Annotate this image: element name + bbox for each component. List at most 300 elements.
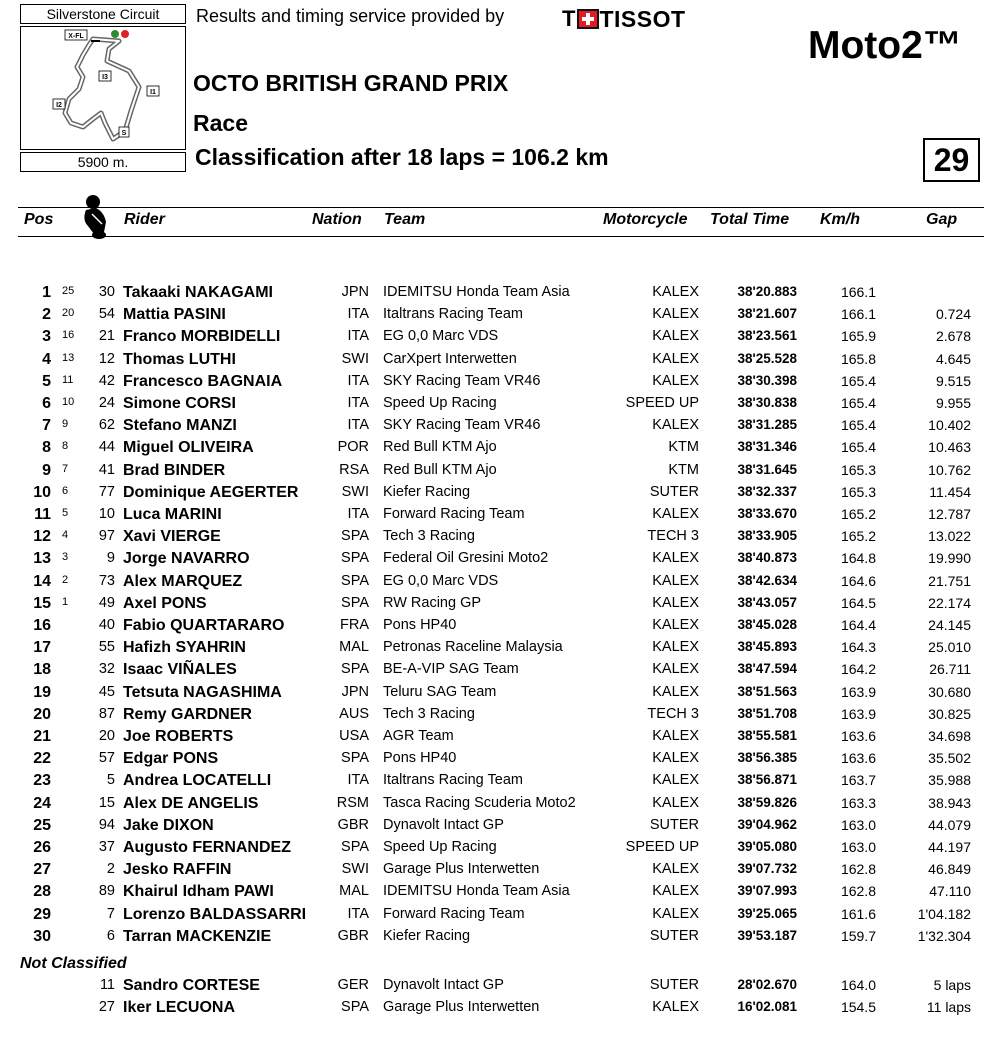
cell-gap: 5 laps [933, 977, 971, 993]
cell-team: SKY Racing Team VR46 [383, 373, 541, 389]
cell-rider-number: 77 [98, 484, 115, 500]
cell-nation: SPA [341, 528, 369, 544]
cell-team: Pons HP40 [383, 617, 457, 633]
cell-nation: MAL [339, 639, 369, 655]
cell-team: Kiefer Racing [383, 484, 471, 500]
cell-team: BE-A-VIP SAG Team [383, 661, 519, 677]
cell-team: Pons HP40 [383, 750, 457, 766]
header-rule-bottom [18, 236, 984, 237]
cell-speed: 165.9 [840, 328, 876, 344]
col-kmh: Km/h [820, 211, 860, 228]
cell-rider-name: Sandro CORTESE [123, 977, 260, 994]
track-label-i3: I3 [102, 74, 108, 81]
cell-nation: SPA [341, 999, 369, 1015]
cell-gap: 35.988 [928, 772, 971, 788]
cell-rider-number: 62 [98, 417, 115, 433]
cell-position: 2 [42, 306, 51, 323]
cell-gap: 1'32.304 [917, 928, 971, 944]
cell-rider-name: Hafizh SYAHRIN [123, 639, 246, 656]
cell-team: Garage Plus Interwetten [383, 861, 540, 877]
cell-nation: FRA [340, 617, 369, 633]
cell-nation: ITA [347, 506, 369, 522]
cell-position: 26 [33, 839, 51, 856]
table-row [0, 462, 1000, 484]
cell-rider-number: 89 [98, 883, 115, 899]
cell-position: 23 [33, 772, 51, 789]
cell-gap: 26.711 [929, 661, 971, 677]
cell-motorcycle: KALEX [652, 999, 699, 1015]
cell-position: 10 [33, 484, 51, 501]
cell-motorcycle: KALEX [652, 795, 699, 811]
table-row [0, 977, 1000, 999]
cell-rider-number: 32 [98, 661, 115, 677]
cell-speed: 166.1 [840, 306, 876, 322]
cell-speed: 164.4 [840, 617, 876, 633]
cell-gap: 30.680 [928, 684, 971, 700]
cell-position: 28 [33, 883, 51, 900]
cell-team: Dynavolt Intact GP [383, 977, 504, 993]
cell-nation: JPN [341, 284, 369, 300]
cell-rider-number: 12 [98, 351, 115, 367]
cell-gap: 2.678 [935, 328, 971, 344]
cell-rider-number: 7 [106, 906, 115, 922]
cell-rider-number: 41 [98, 462, 115, 478]
cell-motorcycle: SPEED UP [625, 395, 699, 411]
cell-team: EG 0,0 Marc VDS [383, 573, 499, 589]
cell-gap: 11.454 [929, 484, 971, 500]
cell-speed: 162.8 [840, 861, 876, 877]
cell-points: 11 [62, 374, 74, 386]
cell-motorcycle: KALEX [652, 750, 699, 766]
cell-gap: 1'04.182 [917, 906, 971, 922]
table-row [0, 439, 1000, 461]
cell-rider-name: Khairul Idham PAWI [123, 883, 274, 900]
cell-total-time: 39'53.187 [737, 928, 797, 943]
cell-team: Forward Racing Team [383, 506, 525, 522]
cell-rider-number: 10 [98, 506, 115, 522]
cell-rider-name: Tetsuta NAGASHIMA [123, 684, 282, 701]
not-classified-label: Not Classified [20, 955, 127, 972]
cell-gap: 47.110 [929, 883, 971, 899]
cell-rider-name: Fabio QUARTARARO [123, 617, 285, 634]
cell-total-time: 38'40.873 [737, 550, 797, 565]
cell-rider-name: Miguel OLIVEIRA [123, 439, 254, 456]
cell-speed: 165.3 [840, 484, 876, 500]
cell-rider-name: Isaac VIÑALES [123, 661, 237, 678]
cell-rider-number: 9 [106, 550, 115, 566]
cell-total-time: 38'23.561 [737, 328, 797, 343]
cell-team: Italtrans Racing Team [383, 772, 523, 788]
cell-rider-name: Tarran MACKENZIE [123, 928, 272, 945]
cell-rider-name: Remy GARDNER [123, 706, 252, 723]
cell-position: 6 [42, 395, 51, 412]
cell-gap: 9.955 [935, 395, 971, 411]
cell-team: AGR Team [383, 728, 454, 744]
track-label-finish: X-FL [68, 33, 84, 40]
cell-nation: SWI [341, 861, 369, 877]
cell-points: 25 [62, 285, 75, 297]
swiss-cross-icon [577, 9, 599, 29]
cell-rider-number: 5 [106, 772, 115, 788]
table-row [0, 750, 1000, 772]
cell-motorcycle: KALEX [652, 684, 699, 700]
track-label-s: S [121, 130, 127, 137]
cell-nation: RSM [336, 795, 369, 811]
cell-motorcycle: KALEX [652, 351, 699, 367]
cell-nation: ITA [347, 772, 369, 788]
cell-rider-number: 21 [98, 328, 115, 344]
cell-motorcycle: KALEX [652, 906, 699, 922]
cell-speed: 154.5 [840, 999, 876, 1015]
event-name: OCTO BRITISH GRAND PRIX [193, 70, 509, 96]
cell-rider-number: 73 [98, 573, 115, 589]
cell-motorcycle: KALEX [652, 861, 699, 877]
cell-position: 4 [42, 351, 51, 368]
category-title: Moto2™ [808, 24, 962, 67]
cell-team: Tasca Racing Scuderia Moto2 [383, 795, 576, 811]
tissot-logo: T TISSOT [562, 5, 686, 32]
col-total-time: Total Time [710, 211, 790, 228]
table-row [0, 906, 1000, 928]
cell-nation: ITA [347, 906, 369, 922]
table-row [0, 328, 1000, 350]
cell-nation: SPA [341, 550, 369, 566]
cell-team: Italtrans Racing Team [383, 306, 523, 322]
cell-rider-number: 30 [98, 284, 115, 300]
cell-rider-name: Simone CORSI [123, 395, 236, 412]
cell-speed: 163.6 [840, 728, 876, 744]
col-motorcycle: Motorcycle [603, 211, 688, 228]
cell-gap: 25.010 [928, 639, 971, 655]
cell-rider-number: 45 [98, 684, 115, 700]
cell-position: 12 [33, 528, 51, 545]
cell-nation: ITA [347, 328, 369, 344]
cell-gap: 4.645 [935, 351, 971, 367]
track-map [20, 26, 186, 150]
track-label-i1: I1 [150, 89, 156, 96]
cell-motorcycle: KALEX [652, 883, 699, 899]
cell-gap: 12.787 [928, 506, 971, 522]
cell-nation: SPA [341, 839, 369, 855]
cell-points: 1 [62, 596, 69, 608]
cell-nation: SPA [341, 750, 369, 766]
cell-position: 17 [33, 639, 51, 656]
cell-speed: 165.2 [840, 506, 876, 522]
cell-position: 30 [33, 928, 51, 945]
table-row [0, 484, 1000, 506]
cell-rider-name: Jake DIXON [123, 817, 214, 834]
cell-team: Kiefer Racing [383, 928, 471, 944]
cell-rider-number: 57 [98, 750, 115, 766]
cell-rider-number: 42 [98, 373, 115, 389]
cell-motorcycle: KALEX [652, 506, 699, 522]
table-row [0, 999, 1000, 1021]
cell-motorcycle: KALEX [652, 617, 699, 633]
cell-total-time: 39'25.065 [737, 906, 797, 921]
cell-speed: 165.4 [840, 439, 876, 455]
table-row [0, 506, 1000, 528]
cell-position: 5 [42, 373, 51, 390]
cell-rider-name: Mattia PASINI [123, 306, 226, 323]
cell-rider-number: 37 [98, 839, 115, 855]
cell-nation: SPA [341, 595, 369, 611]
cell-rider-name: Alex MARQUEZ [123, 573, 243, 590]
cell-total-time: 38'31.346 [737, 439, 797, 454]
cell-team: Red Bull KTM Ajo [383, 439, 497, 455]
cell-speed: 165.8 [840, 351, 876, 367]
cell-motorcycle: SUTER [649, 817, 699, 833]
table-row [0, 661, 1000, 683]
cell-nation: ITA [347, 373, 369, 389]
table-row [0, 417, 1000, 439]
cell-total-time: 39'04.962 [737, 817, 797, 832]
cell-rider-name: Alex DE ANGELIS [123, 795, 259, 812]
table-row [0, 550, 1000, 572]
cell-gap: 38.943 [928, 795, 971, 811]
cell-speed: 165.2 [840, 528, 876, 544]
cell-team: Teluru SAG Team [383, 684, 497, 700]
cell-rider-name: Edgar PONS [123, 750, 219, 767]
table-row [0, 639, 1000, 661]
cell-position: 16 [33, 617, 51, 634]
cell-total-time: 28'02.670 [737, 977, 797, 992]
cell-speed: 165.4 [840, 417, 876, 433]
cell-position: 24 [33, 795, 51, 812]
cell-motorcycle: KALEX [652, 772, 699, 788]
cell-position: 25 [33, 817, 51, 834]
cell-total-time: 38'56.385 [737, 750, 797, 765]
page-number: 29 [923, 138, 980, 182]
cell-total-time: 38'33.905 [737, 528, 797, 543]
cell-motorcycle: SUTER [649, 484, 699, 500]
cell-speed: 163.3 [840, 795, 876, 811]
cell-speed: 165.4 [840, 395, 876, 411]
cell-motorcycle: SUTER [649, 977, 699, 993]
cell-rider-number: 20 [98, 728, 115, 744]
cell-rider-number: 87 [98, 706, 115, 722]
cell-speed: 165.3 [840, 462, 876, 478]
cell-rider-name: Takaaki NAKAGAMI [123, 284, 273, 301]
cell-total-time: 38'59.826 [737, 795, 797, 810]
col-team: Team [384, 211, 426, 228]
cell-team: Speed Up Racing [383, 839, 497, 855]
table-row [0, 706, 1000, 728]
cell-position: 1 [42, 284, 51, 301]
cell-gap: 10.463 [928, 439, 971, 455]
table-row [0, 772, 1000, 794]
cell-rider-name: Francesco BAGNAIA [123, 373, 283, 390]
track-label-i2: I2 [56, 102, 62, 109]
cell-nation: ITA [347, 395, 369, 411]
cell-nation: SPA [341, 573, 369, 589]
cell-nation: ITA [347, 417, 369, 433]
cell-team: Federal Oil Gresini Moto2 [383, 550, 549, 566]
cell-rider-number: 27 [98, 999, 115, 1015]
table-row [0, 684, 1000, 706]
cell-nation: GBR [337, 817, 369, 833]
table-row [0, 861, 1000, 883]
track-length: 5900 m. [20, 152, 186, 172]
provider-text: Results and timing service provided by [196, 6, 505, 26]
cell-nation: MAL [339, 883, 369, 899]
table-row [0, 373, 1000, 395]
cell-speed: 163.6 [840, 750, 876, 766]
cell-motorcycle: KTM [668, 439, 699, 455]
cell-gap: 34.698 [928, 728, 971, 744]
cell-rider-name: Jorge NAVARRO [123, 550, 250, 567]
cell-rider-number: 94 [98, 817, 115, 833]
cell-motorcycle: SUTER [649, 928, 699, 944]
cell-motorcycle: KALEX [652, 417, 699, 433]
table-row [0, 883, 1000, 905]
cell-rider-name: Jesko RAFFIN [123, 861, 232, 878]
cell-speed: 166.1 [840, 284, 876, 300]
cell-team: RW Racing GP [383, 595, 482, 611]
cell-rider-number: 49 [98, 595, 115, 611]
cell-motorcycle: KALEX [652, 728, 699, 744]
cell-points: 7 [62, 463, 69, 475]
cell-motorcycle: KTM [668, 462, 699, 478]
cell-gap: 9.515 [935, 373, 971, 389]
cell-rider-name: Andrea LOCATELLI [123, 772, 272, 789]
cell-speed: 165.4 [840, 373, 876, 389]
cell-position: 21 [33, 728, 51, 745]
cell-total-time: 39'07.993 [737, 883, 797, 898]
cell-nation: USA [339, 728, 369, 744]
cell-speed: 164.2 [840, 661, 876, 677]
cell-position: 9 [42, 462, 51, 479]
table-row [0, 306, 1000, 328]
classification-title: Classification after 18 laps = 106.2 km [195, 144, 609, 170]
cell-nation: AUS [339, 706, 369, 722]
cell-gap: 24.145 [928, 617, 971, 633]
cell-rider-number: 6 [106, 928, 115, 944]
cell-position: 14 [33, 573, 51, 590]
cell-nation: SPA [341, 661, 369, 677]
cell-team: IDEMITSU Honda Team Asia [383, 284, 570, 300]
session-name: Race [193, 110, 248, 136]
cell-team: Tech 3 Racing [383, 706, 475, 722]
cell-team: Petronas Raceline Malaysia [383, 639, 563, 655]
cell-position: 18 [33, 661, 51, 678]
cell-gap: 10.762 [928, 462, 971, 478]
cell-points: 9 [62, 418, 69, 430]
cell-points: 5 [62, 507, 69, 519]
cell-position: 8 [42, 439, 51, 456]
cell-rider-name: Luca MARINI [123, 506, 222, 523]
table-row [0, 595, 1000, 617]
cell-team: IDEMITSU Honda Team Asia [383, 883, 570, 899]
cell-position: 7 [42, 417, 51, 434]
cell-nation: POR [337, 439, 369, 455]
cell-rider-name: Thomas LUTHI [123, 351, 236, 368]
cell-total-time: 38'43.057 [737, 595, 797, 610]
table-row [0, 284, 1000, 306]
cell-speed: 164.0 [840, 977, 876, 993]
cell-rider-number: 55 [98, 639, 115, 655]
cell-speed: 164.6 [840, 573, 876, 589]
cell-total-time: 38'31.645 [737, 462, 797, 477]
cell-points: 20 [62, 307, 75, 319]
cell-position: 13 [33, 550, 51, 567]
table-row [0, 573, 1000, 595]
header-rule-top [18, 207, 984, 208]
cell-speed: 161.6 [840, 906, 876, 922]
cell-motorcycle: KALEX [652, 639, 699, 655]
cell-total-time: 38'32.337 [737, 484, 797, 499]
cell-speed: 163.9 [840, 684, 876, 700]
cell-nation: JPN [341, 684, 369, 700]
cell-speed: 163.9 [840, 706, 876, 722]
cell-total-time: 38'56.871 [737, 772, 797, 787]
cell-speed: 163.0 [840, 817, 876, 833]
cell-speed: 162.8 [840, 883, 876, 899]
cell-rider-name: Joe ROBERTS [123, 728, 234, 745]
cell-rider-number: 2 [106, 861, 115, 877]
cell-rider-name: Xavi VIERGE [123, 528, 221, 545]
cell-rider-number: 11 [99, 977, 115, 993]
provider-brand: TISSOT [599, 5, 686, 32]
col-pos: Pos [24, 211, 54, 228]
cell-rider-number: 44 [98, 439, 115, 455]
cell-team: Garage Plus Interwetten [383, 999, 540, 1015]
cell-rider-number: 24 [98, 395, 115, 411]
cell-rider-name: Lorenzo BALDASSARRI [123, 906, 307, 923]
cell-total-time: 39'07.732 [737, 861, 797, 876]
cell-points: 6 [62, 485, 69, 497]
cell-motorcycle: KALEX [652, 595, 699, 611]
cell-position: 19 [33, 684, 51, 701]
cell-rider-name: Franco MORBIDELLI [123, 328, 281, 345]
cell-total-time: 38'25.528 [737, 351, 797, 366]
cell-rider-number: 54 [98, 306, 115, 322]
cell-rider-name: Stefano MANZI [123, 417, 237, 434]
cell-speed: 164.8 [840, 550, 876, 566]
cell-nation: GBR [337, 928, 369, 944]
table-row [0, 817, 1000, 839]
table-row [0, 617, 1000, 639]
table-row [0, 928, 1000, 950]
cell-total-time: 38'33.670 [737, 506, 797, 521]
cell-rider-name: Axel PONS [123, 595, 207, 612]
cell-motorcycle: KALEX [652, 573, 699, 589]
cell-team: CarXpert Interwetten [383, 351, 517, 367]
cell-team: Red Bull KTM Ajo [383, 462, 497, 478]
cell-total-time: 38'45.028 [737, 617, 797, 632]
cell-points: 13 [62, 352, 75, 364]
col-rider: Rider [124, 211, 165, 228]
cell-team: Forward Racing Team [383, 906, 525, 922]
cell-rider-name: Brad BINDER [123, 462, 226, 479]
cell-motorcycle: KALEX [652, 306, 699, 322]
cell-motorcycle: KALEX [652, 328, 699, 344]
cell-total-time: 38'30.398 [737, 373, 797, 388]
cell-points: 2 [62, 574, 69, 586]
cell-total-time: 38'31.285 [737, 417, 797, 432]
cell-position: 22 [33, 750, 51, 767]
cell-total-time: 38'45.893 [737, 639, 797, 654]
cell-gap: 21.751 [928, 573, 971, 589]
cell-nation: GER [337, 977, 369, 993]
cell-team: Tech 3 Racing [383, 528, 475, 544]
cell-speed: 159.7 [840, 928, 876, 944]
cell-team: Dynavolt Intact GP [383, 817, 504, 833]
cell-total-time: 38'47.594 [737, 661, 797, 676]
col-nation: Nation [312, 211, 362, 228]
cell-total-time: 38'42.634 [737, 573, 797, 588]
cell-position: 3 [42, 328, 51, 345]
cell-points: 10 [62, 396, 75, 408]
